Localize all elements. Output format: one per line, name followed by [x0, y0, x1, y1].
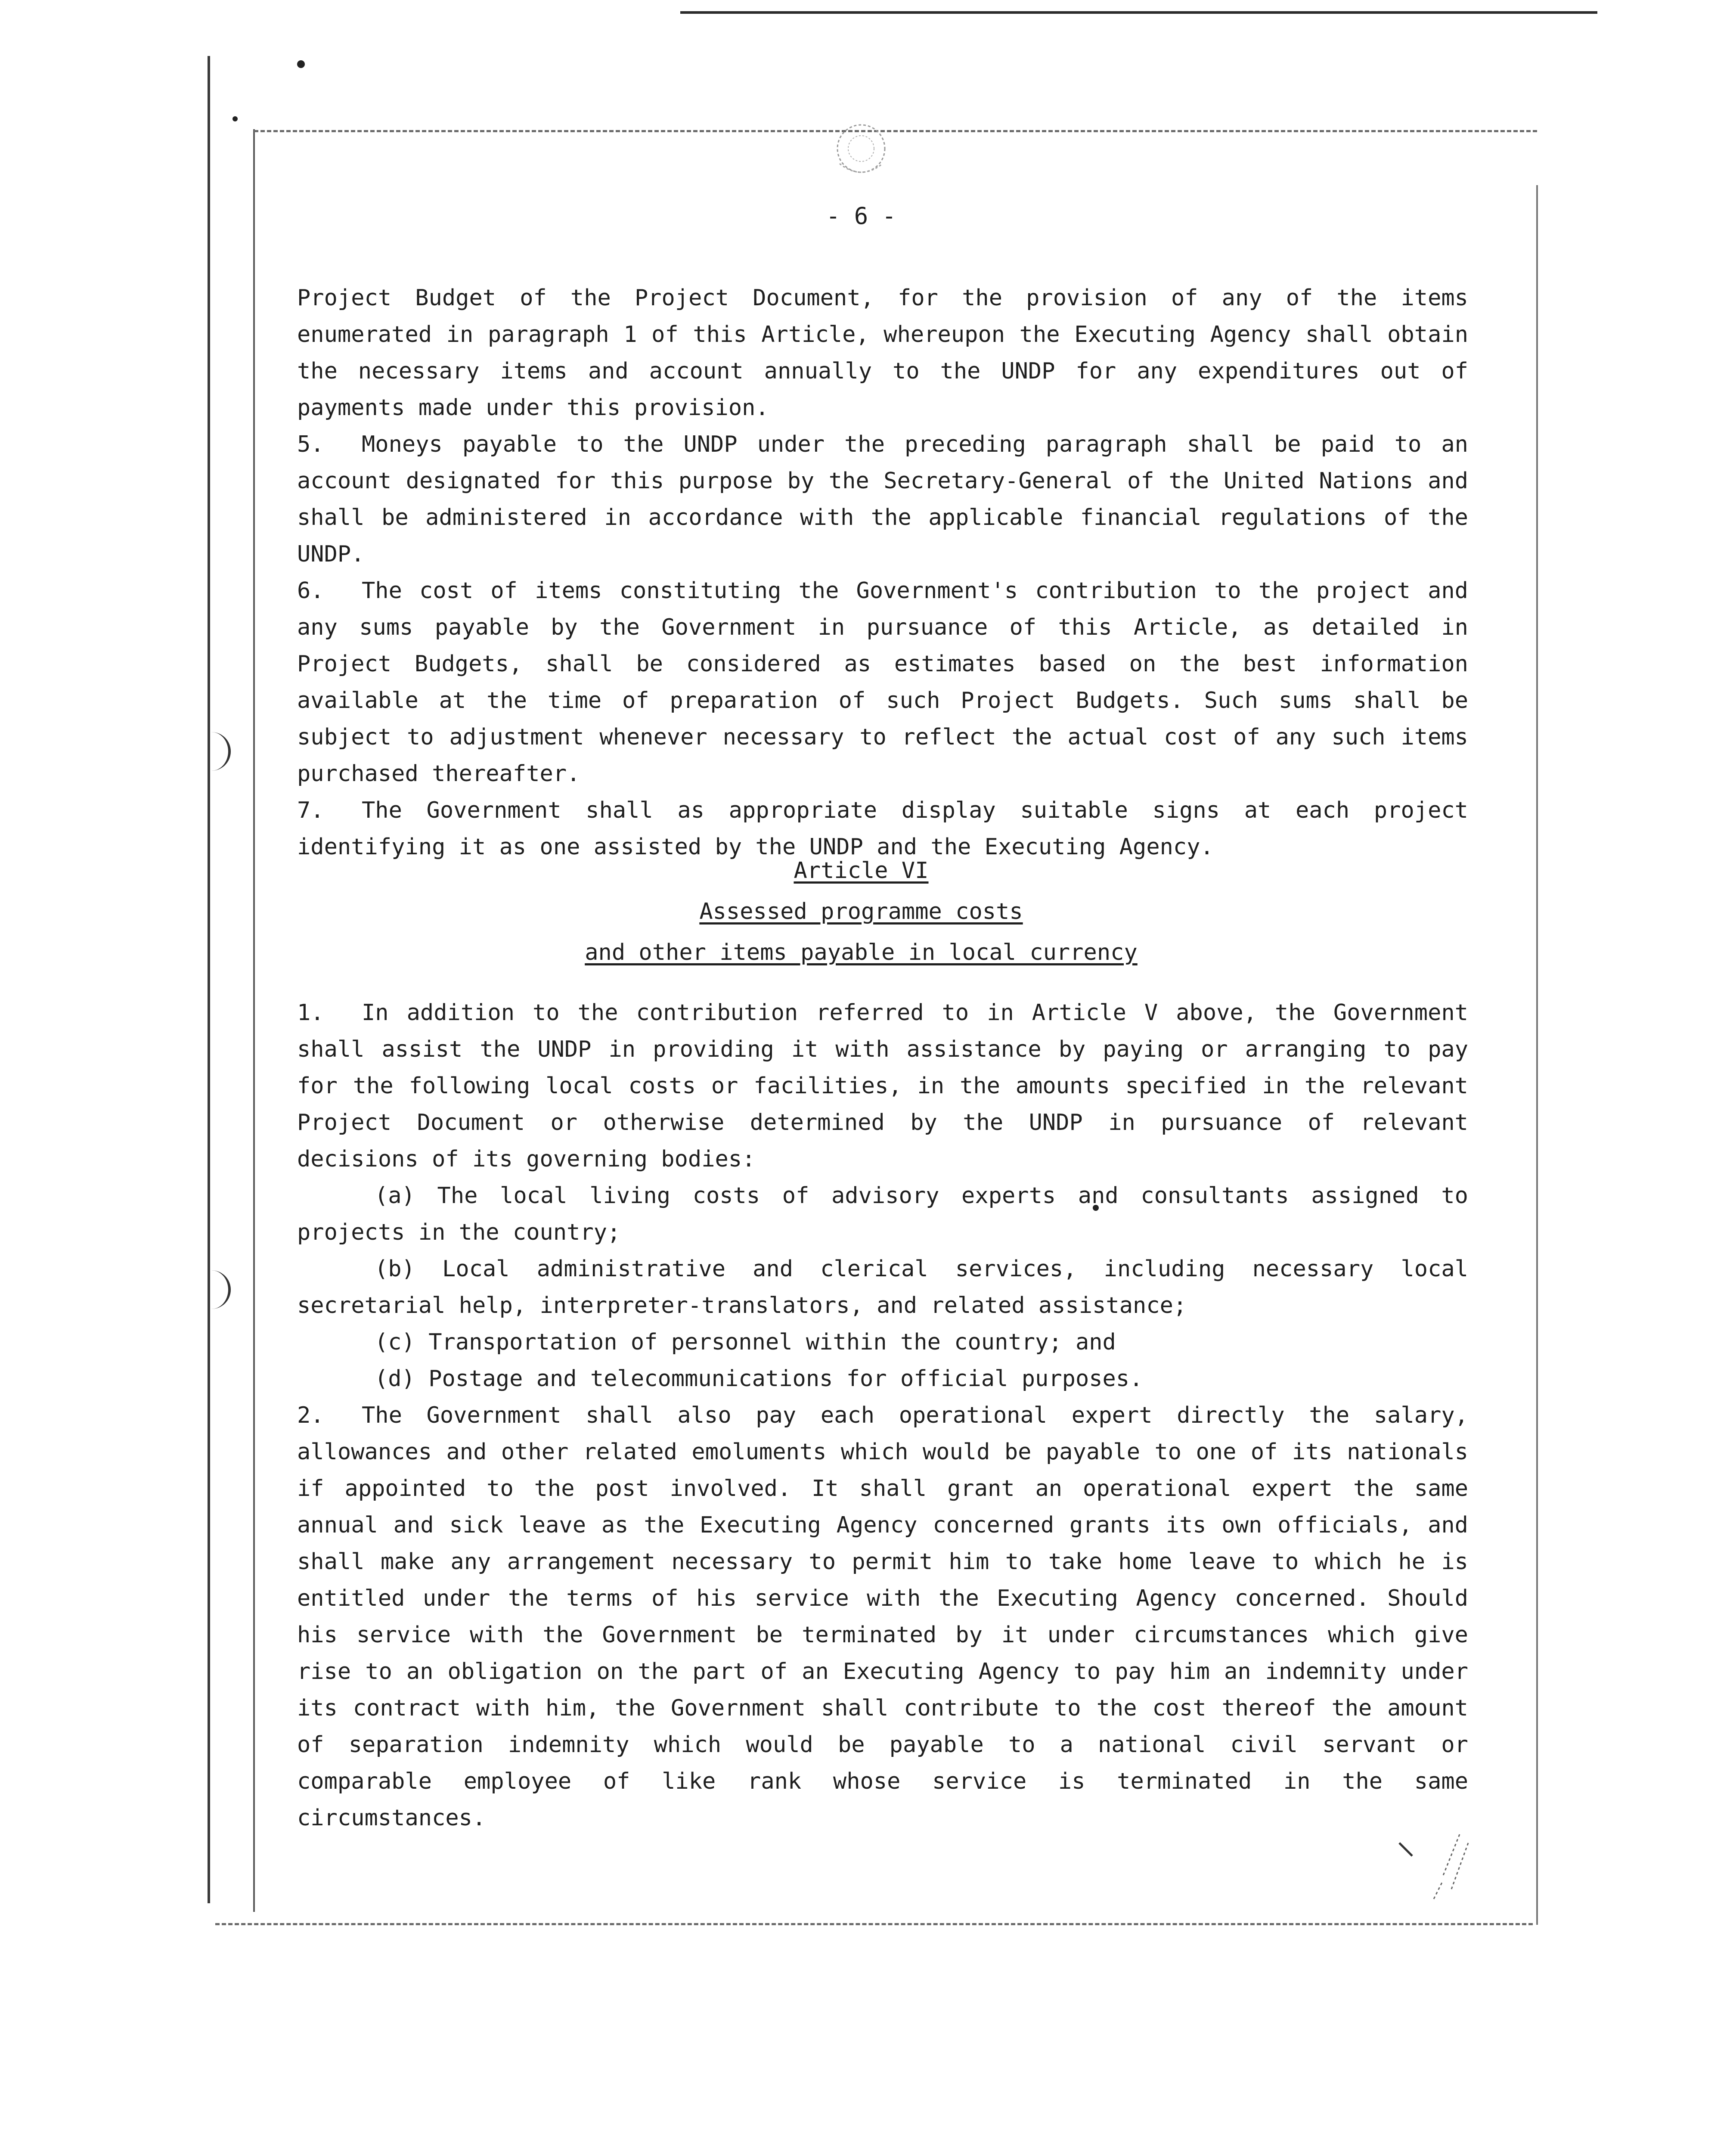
frame-right-border [1536, 185, 1538, 1925]
paragraph-text: In addition to the contribution referred to in Article V above, the Government shall assist the UNDP in providing it with assistance by paying or arranging to pay for the following local costs or facilities, in the amounts specified in the relevant Project Document or otherwise determined by the UNDP in pursuance of relevant decisions of its governing bodies: [297, 1000, 1468, 1172]
article-subtitle-line-1: Assessed programme costs [699, 899, 1023, 924]
handwritten-mark [1395, 1826, 1481, 1912]
body-section-bottom [297, 995, 1468, 1837]
list-item-a: (a) The local living costs of advisory experts and consultants assigned to projects in the country; [297, 1183, 1468, 1245]
paragraph-number: 7. [297, 797, 324, 823]
list-item-c: (c) Transportation of personnel within the country; and [375, 1329, 1116, 1355]
frame-top-border [254, 130, 1537, 132]
punch-dot [232, 116, 238, 121]
page-number: - 6 - [826, 202, 896, 230]
un-emblem-seal [827, 116, 896, 181]
article-vi-paragraph-2 [297, 1397, 1468, 1837]
article-heading [517, 850, 1206, 973]
paragraph-text: The Government shall also pay each operational expert directly the salary, allowances and other related emoluments which would be payable to one of its nationals if appointed to the post involved. It shall grant an operational expert the same annual and sick leave as the Executing Agency concerned grants its own officials, and shall make any arrangement necessary to permit him to take home leave to which he is entitled under the terms of his service with the Executing Agency concerned. Should his service with the Government be terminated by it under circumstances which give rise to an obligation on the part of an Executing Agency to pay him an indemnity under its contract with him, the Government shall contribute to the cost thereof the amount of separation indemnity which would be payable to a national civil servant or comparable employee of like rank whose service is terminated in the same circumstances. [297, 1402, 1468, 1831]
body-section-top [297, 280, 1468, 866]
paragraph-6 [297, 573, 1468, 792]
article-subtitle-line-2: and other items payable in local currency [585, 940, 1138, 965]
list-item-d: (d) Postage and telecommunications for official purposes. [375, 1366, 1143, 1392]
frame-left-border [253, 129, 255, 1912]
binding-bracket [202, 1270, 231, 1309]
paragraph-continuation [297, 280, 1468, 426]
scan-edge-line [680, 11, 1597, 14]
paragraph-text: The cost of items constituting the Government's contribution to the project and any sums payable by the Government in pursuance of this Article, as detailed in Project Budgets, shall be considered as estimates based on the best information available at the time of preparation of such Project Budgets. Such sums shall be subject to adjustment whenever necessary to reflect the actual cost of any such items purchased thereafter. [297, 578, 1468, 787]
paragraph-text: Project Budget of the Project Document, for the provision of any of the items enumerated in paragraph 1 of this Article, whereupon the Executing Agency shall obtain the necessary items and account annually to the UNDP for any expenditures out of payments made under this provision. [297, 285, 1468, 421]
punch-dot [297, 60, 305, 68]
paragraph-5 [297, 426, 1468, 573]
frame-bottom-border [215, 1923, 1533, 1925]
list-item-b: (b) Local administrative and clerical services, including necessary local secretarial help, interpreter-translators, and related assistance; [297, 1256, 1468, 1318]
binding-margin-line [208, 56, 210, 1903]
paragraph-text: Moneys payable to the UNDP under the preceding paragraph shall be paid to an account designated for this purpose by the Secretary-General of the United Nations and shall be administered in accordance with the applicable financial regulations of the UNDP. [297, 431, 1468, 567]
paragraph-number: 2. [297, 1402, 324, 1428]
paragraph-number: 6. [297, 578, 324, 604]
binding-bracket [202, 732, 231, 771]
paragraph-text: The Government shall as appropriate display suitable signs at each project identifying it as one assisted by the UNDP and the Executing Agency. [297, 797, 1468, 860]
article-title: Article VI [794, 858, 929, 884]
paragraph-number: 1. [297, 1000, 324, 1026]
article-vi-paragraph-1 [297, 995, 1468, 1178]
paragraph-number: 5. [297, 431, 324, 457]
